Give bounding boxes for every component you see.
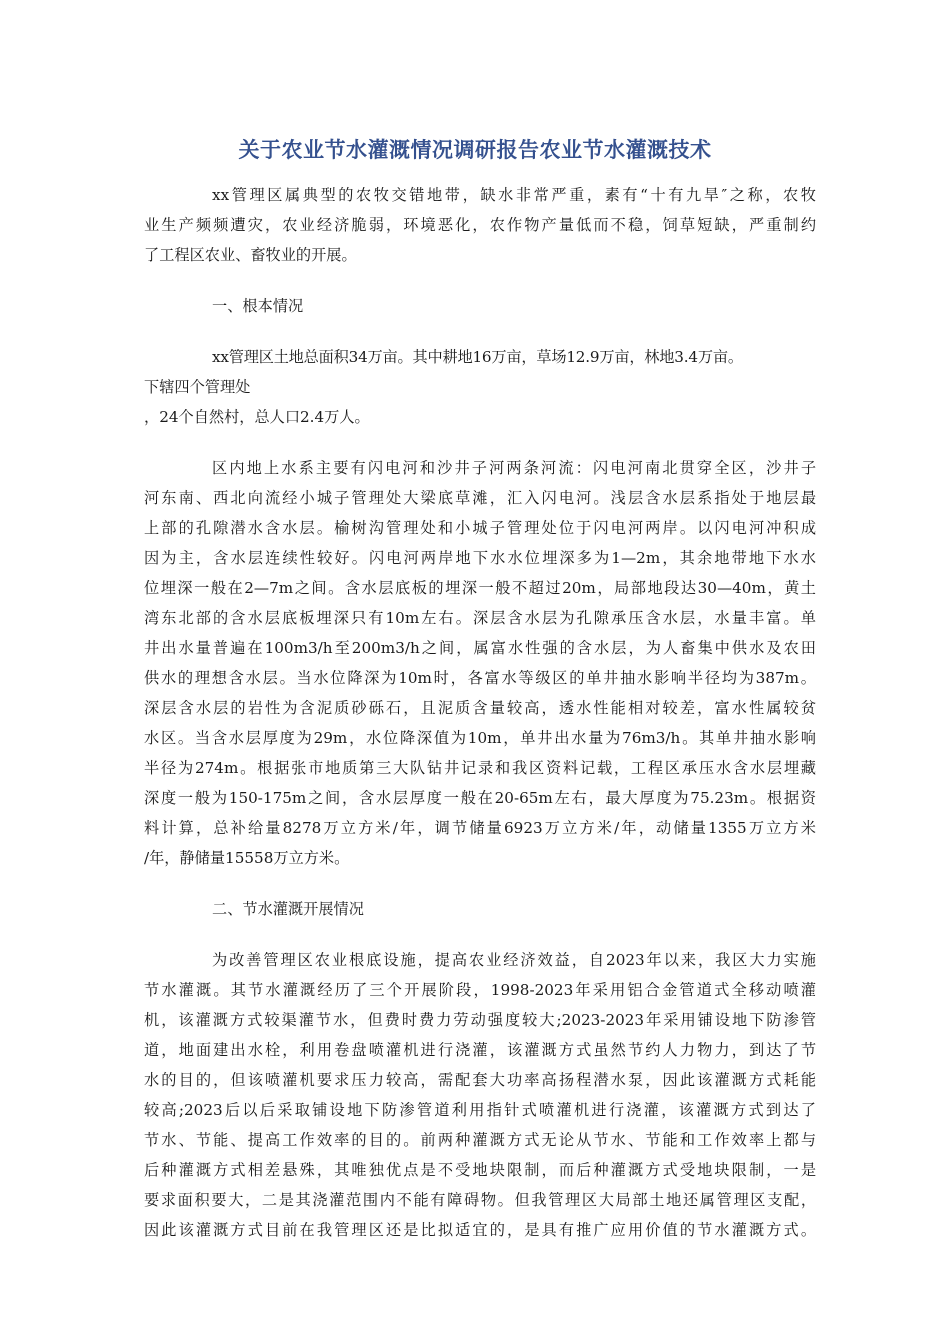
paragraph-irrigation (144, 945, 816, 1245)
paragraph-hydrology (144, 453, 816, 873)
paragraph-line: 位埋深一般在2—7m之间。含水层底板的埋深一般不超过20m，局部地段达30—40m，黄土 (144, 579, 816, 597)
paragraph-line: 机，该灌溉方式较渠灌节水，但费时费力劳动强度较大;2023-2023年采用铺设地下防渗管 (144, 1011, 816, 1029)
paragraph-line: 水区。当含水层厚度为29m，水位降深值为10m，单井出水量为76m3/h。其单井抽水影响 (144, 729, 816, 747)
paragraph-line: 半径为274m。根据张市地质第三大队钻井记录和我区资料记载，工程区承压水含水层埋藏 (144, 759, 816, 777)
section-heading-irrigation: 二、节水灌溉开展情况 (212, 900, 364, 918)
paragraph-line: 后种灌溉方式相差悬殊，其唯独优点是不受地块限制，而后种灌溉方式受地块限制，一是 (144, 1161, 816, 1179)
paragraph-intro (144, 180, 816, 270)
paragraph-line: 为改善管理区农业根底设施，提高农业经济效益，自2023年以来，我区大力实施 (212, 951, 816, 969)
section-heading-basic: 一、根本情况 (212, 297, 304, 315)
paragraph-line: 因为主，含水层连续性较好。闪电河两岸地下水水位埋深多为1—2m，其余地带地下水水 (144, 549, 816, 567)
paragraph-line: 区内地上水系主要有闪电河和沙井子河两条河流：闪电河南北贯穿全区，沙井子 (212, 459, 816, 477)
paragraph-line: 了工程区农业、畜牧业的开展。 (144, 246, 357, 264)
paragraph-line: /年，静储量15558万立方米。 (144, 849, 350, 867)
document-title: 关于农业节水灌溉情况调研报告农业节水灌溉技术 (238, 138, 712, 162)
document-body (144, 180, 816, 1245)
paragraph-line: 供水的理想含水层。当水位降深为10m时，各富水等级区的单井抽水影响半径均为387m。 (144, 669, 816, 687)
paragraph-line: 井出水量普遍在100m3/h至200m3/h之间，属富水性强的含水层，为人畜集中供水及农田 (144, 639, 816, 657)
paragraph-line: xx管理区属典型的农牧交错地带，缺水非常严重，素有“十有九旱″之称，农牧 (212, 186, 816, 204)
paragraph-line: 下辖四个管理处 (144, 378, 251, 396)
paragraph-line: 要求面积要大，二是其浇灌范围内不能有障碍物。但我管理区大局部土地还属管理区支配， (144, 1191, 816, 1209)
paragraph-line: 较高;2023后以后采取铺设地下防渗管道利用指针式喷灌机进行浇灌，该灌溉方式到达了 (144, 1101, 816, 1119)
paragraph-land (144, 342, 816, 432)
paragraph-line: 节水、节能、提高工作效率的目的。前两种灌溉方式无论从节水、节能和工作效率上都与 (144, 1131, 816, 1149)
paragraph-line: 料计算，总补给量8278万立方米/年，调节储量6923万立方米/年，动储量1355万立方米 (144, 819, 816, 837)
paragraph-line: 河东南、西北向流经小城子管理处大梁底草滩，汇入闪电河。浅层含水层系指处于地层最 (144, 489, 816, 507)
paragraph-line: 节水灌溉。其节水灌溉经历了三个开展阶段，1998-2023年采用铝合金管道式全移动喷灌 (144, 981, 816, 999)
paragraph-line: 湾东北部的含水层底板埋深只有10m左右。深层含水层为孔隙承压含水层，水量丰富。单 (144, 609, 816, 627)
paragraph-line: 深层含水层的岩性为含泥质砂砾石，且泥质含量较高，透水性能相对较差，富水性属较贫 (144, 699, 816, 717)
paragraph-line: 上部的孔隙潜水含水层。榆树沟管理处和小城子管理处位于闪电河两岸。以闪电河冲积成 (144, 519, 816, 537)
paragraph-line: ，24个自然村，总人口2.4万人。 (144, 408, 370, 426)
paragraph-line: 水的目的，但该喷灌机要求压力较高，需配套大功率高扬程潜水泵，因此该灌溉方式耗能 (144, 1071, 816, 1089)
paragraph-line: xx管理区土地总面积34万亩。其中耕地16万亩，草场12.9万亩，林地3.4万亩。 (212, 348, 743, 366)
paragraph-line: 因此该灌溉方式目前在我管理区还是比拟适宜的，是具有推广应用价值的节水灌溉方式。 (144, 1221, 816, 1239)
paragraph-line: 业生产频频遭灾，农业经济脆弱，环境恶化，农作物产量低而不稳，饲草短缺，严重制约 (144, 216, 816, 234)
paragraph-line: 深度一般为150-175m之间，含水层厚度一般在20-65m左右，最大厚度为75.23m。根据资 (144, 789, 816, 807)
paragraph-line: 道，地面建出水栓，利用卷盘喷灌机进行浇灌，该灌溉方式虽然节约人力物力，到达了节 (144, 1041, 816, 1059)
